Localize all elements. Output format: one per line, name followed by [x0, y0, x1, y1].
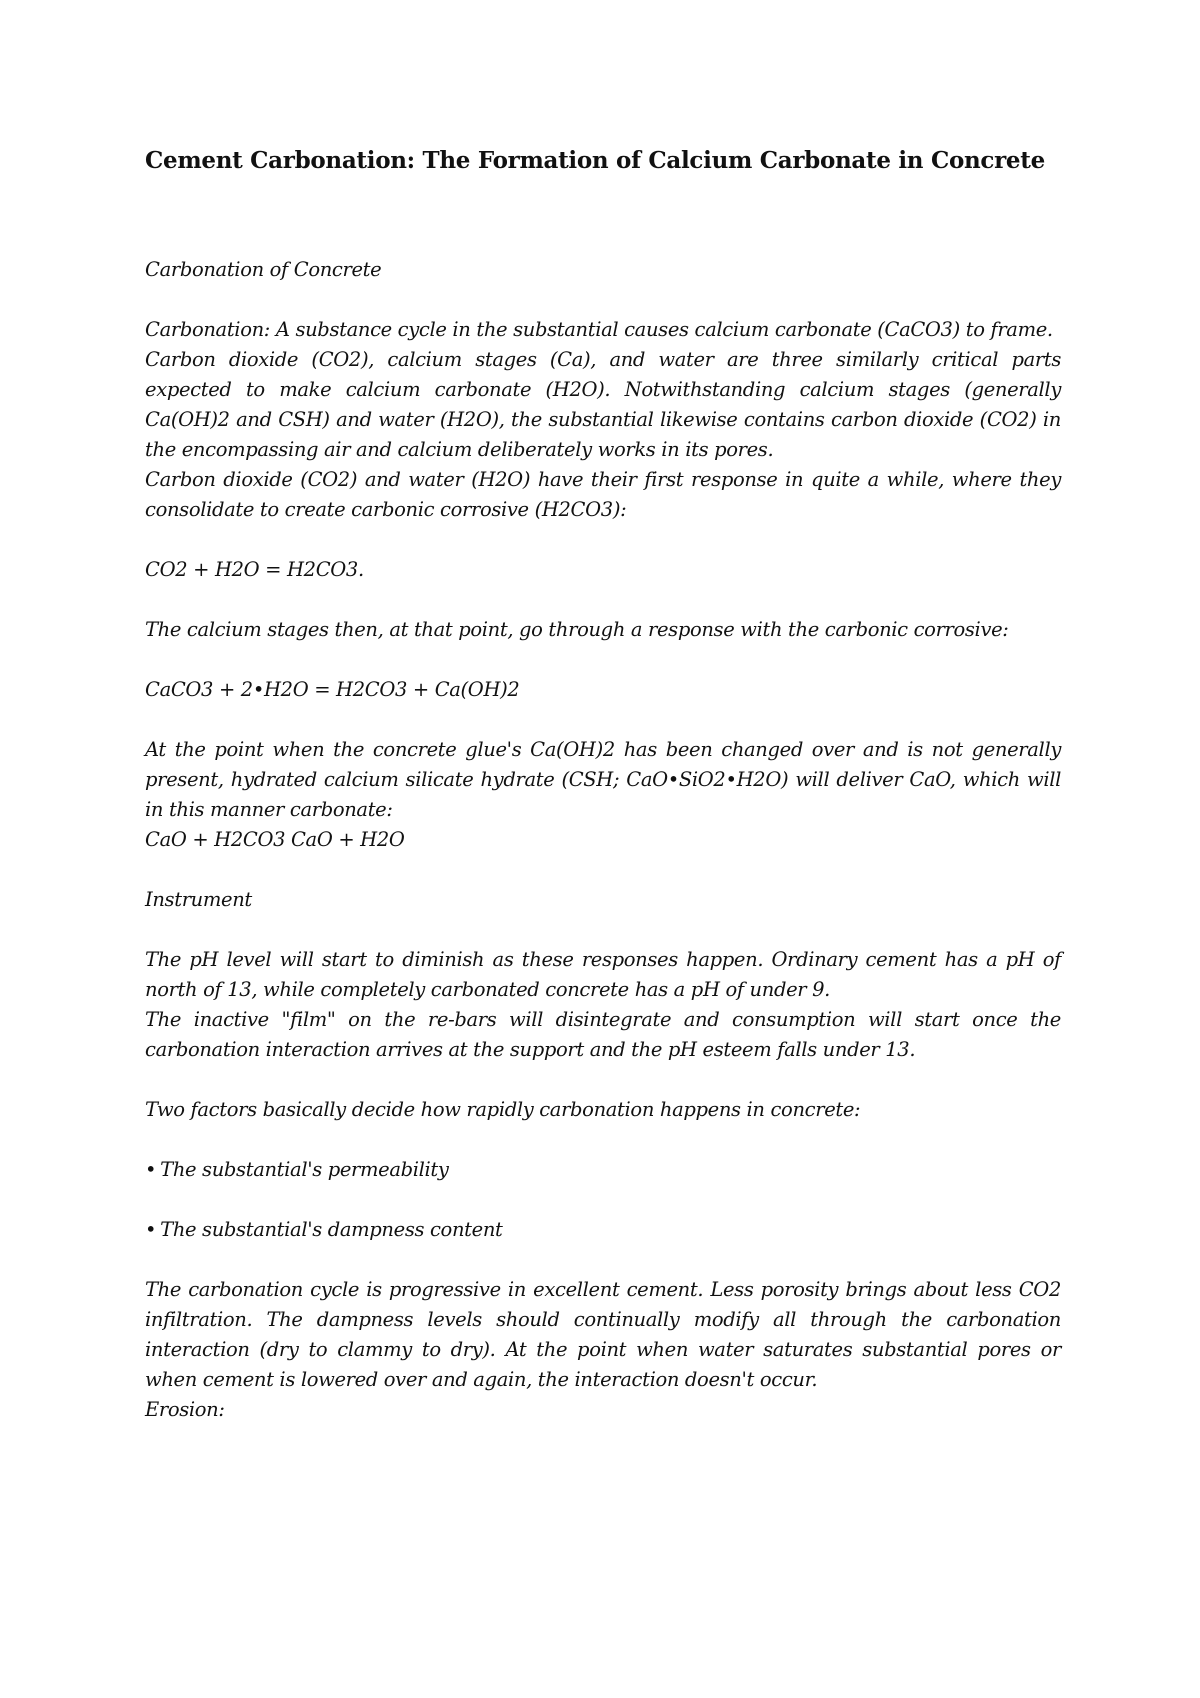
list-item	[145, 1215, 1061, 1245]
spacer	[145, 525, 1061, 555]
list-item-text: The substantial's dampness content	[160, 1218, 503, 1241]
spacer	[145, 1185, 1061, 1215]
spacer	[145, 585, 1061, 615]
document-page	[145, 145, 1061, 1425]
paragraph: Carbon dioxide (CO2), calcium stages (Ca), and water are three similarly critical parts expected to make calcium carbonate (H2O). Notwithstanding calcium stages (generally Ca(OH)2 and CSH) and water (H2O), the substantial likewise contains carbon dioxide (CO2) in the encompassing air and calcium deliberately works in its pores.	[145, 348, 1061, 461]
equation: CaCO3 + 2•H2O = H2CO3 + Ca(OH)2	[145, 678, 520, 701]
spacer	[145, 645, 1061, 675]
list-item-text: The substantial's permeability	[160, 1158, 449, 1181]
section-heading-carbonation: Carbonation of Concrete	[145, 258, 382, 281]
paragraph: The pH level will start to diminish as these responses happen. Ordinary cement has a pH of north of 13, while completely carbonated concrete has a pH of under 9.	[145, 948, 1061, 1001]
section-heading-erosion: Erosion:	[145, 1398, 225, 1421]
section-heading-instrument: Instrument	[145, 888, 252, 911]
paragraph: At the point when the concrete glue's Ca(OH)2 has been changed over and is not generally present, hydrated calcium silicate hydrate (CSH; CaO•SiO2•H2O) will deliver CaO, which will in this manner carbonate:	[145, 738, 1061, 821]
paragraph: Two factors basically decide how rapidly carbonation happens in concrete:	[145, 1098, 861, 1121]
spacer	[145, 1245, 1061, 1275]
spacer	[145, 855, 1061, 885]
paragraph: The carbonation cycle is progressive in excellent cement. Less porosity brings about less CO2 infiltration. The dampness levels should continually modify all through the carbonation interaction (dry to clammy to dry). At the point when water saturates substantial pores or when cement is lowered over and again, the interaction doesn't occur.	[145, 1278, 1061, 1391]
spacer	[145, 1125, 1061, 1155]
bullet-icon: •	[145, 1218, 157, 1241]
spacer	[145, 1065, 1061, 1095]
spacer	[145, 915, 1061, 945]
paragraph: The inactive "film" on the re-bars will disintegrate and consumption will start once the carbonation interaction arrives at the support and the pH esteem falls under 13.	[145, 1008, 1061, 1061]
list-item	[145, 1155, 1061, 1185]
document-title: Cement Carbonation: The Formation of Calcium Carbonate in Concrete	[145, 147, 1045, 174]
equation: CO2 + H2O = H2CO3.	[145, 558, 364, 581]
paragraph: The calcium stages then, at that point, go through a response with the carbonic corrosive:	[145, 618, 1009, 641]
paragraph: Carbon dioxide (CO2) and water (H2O) have their first response in quite a while, where they consolidate to create carbonic corrosive (H2CO3):	[145, 468, 1061, 521]
bullet-icon: •	[145, 1158, 157, 1181]
document-body	[145, 255, 1061, 1425]
spacer	[145, 705, 1061, 735]
paragraph: Carbonation: A substance cycle in the substantial causes calcium carbonate (CaCO3) to frame.	[145, 318, 1053, 341]
spacer	[145, 285, 1061, 315]
equation: CaO + H2CO3 CaO + H2O	[145, 828, 405, 851]
